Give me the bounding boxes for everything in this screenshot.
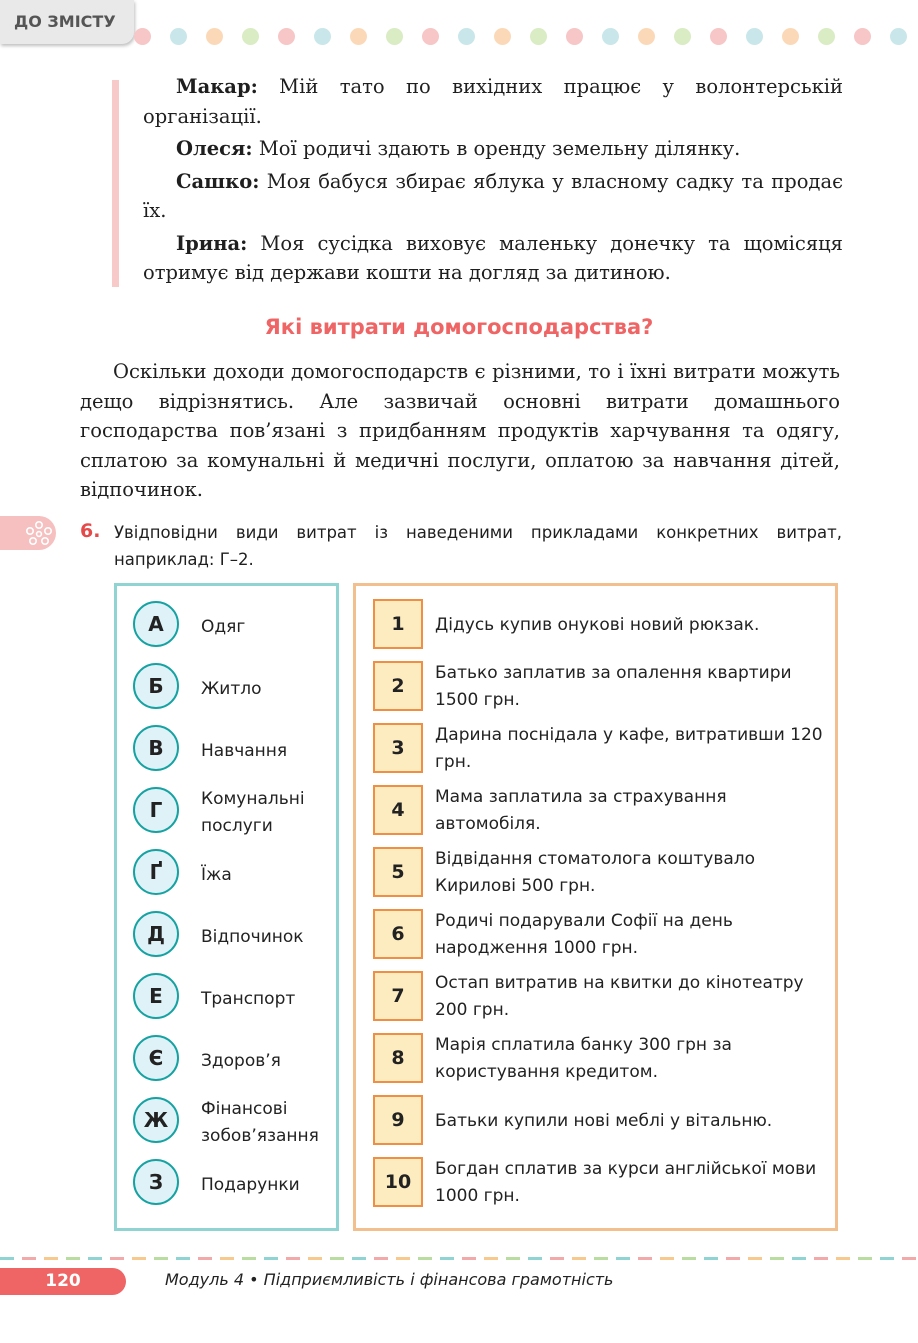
section-title: Які витрати домогосподарства?: [264, 315, 654, 339]
example-text: Мама заплатила за страхування автомобіля.: [435, 787, 727, 834]
example-item: [373, 1157, 833, 1209]
divider-dash: [176, 1257, 190, 1260]
dialogue-text: Мій тато по вихідних працює у волонтерській організації.: [143, 75, 843, 128]
footer-divider: [0, 1257, 918, 1260]
divider-dash: [814, 1257, 828, 1260]
category-letter: Ґ: [133, 849, 179, 895]
toc-button[interactable]: ДО ЗМІСТУ: [0, 0, 134, 44]
dialogue-line: [143, 134, 843, 164]
example-text: Богдан сплатив за курси англійської мови 1000 грн.: [435, 1159, 817, 1206]
category-item: [133, 725, 333, 777]
divider-dash: [616, 1257, 630, 1260]
group-work-icon: [23, 517, 55, 549]
dialogue-text: Моя сусідка виховує маленьку донечку та щомісяця отримує від держави кошти на догляд за дитиною.: [143, 231, 843, 284]
decorative-dot: [422, 28, 439, 45]
dialogue-block: [143, 72, 843, 291]
decorative-dot: [458, 28, 475, 45]
example-number: 5: [373, 847, 423, 897]
example-item: [373, 723, 833, 775]
category-item: [133, 973, 333, 1025]
divider-dash: [462, 1257, 476, 1260]
speaker-name: Ірина:: [176, 231, 248, 255]
page-number: 120: [0, 1268, 126, 1295]
divider-dash: [484, 1257, 498, 1260]
example-number: 8: [373, 1033, 423, 1083]
divider-dash: [198, 1257, 212, 1260]
decorative-dot: [638, 28, 655, 45]
example-number: 2: [373, 661, 423, 711]
divider-dash: [726, 1257, 740, 1260]
category-label: Одяг: [201, 616, 246, 637]
divider-dash: [550, 1257, 564, 1260]
example-item: [373, 909, 833, 961]
category-label: Фінансові зобов’язання: [201, 1099, 319, 1146]
example-text: Дідусь купив онукові новий рюкзак.: [435, 614, 760, 635]
example-text: Родичі подарували Софії на день народження 1000 грн.: [435, 911, 733, 958]
decorative-dot: [566, 28, 583, 45]
decorative-dots: [134, 28, 918, 48]
speaker-name: Сашко:: [176, 169, 260, 193]
category-letter: Г: [133, 787, 179, 833]
dialogue-text: Мої родичі здають в оренду земельну ділянку.: [252, 137, 741, 160]
divider-dash: [528, 1257, 542, 1260]
decorative-dot: [386, 28, 403, 45]
category-item: [133, 1035, 333, 1087]
category-item: [133, 1159, 333, 1211]
decorative-dot: [134, 28, 151, 45]
divider-dash: [440, 1257, 454, 1260]
group-task-badge: [0, 516, 56, 550]
divider-dash: [374, 1257, 388, 1260]
example-text: Остап витратив на квитки до кінотеатру 200 грн.: [435, 973, 804, 1020]
decorative-dot: [314, 28, 331, 45]
divider-dash: [638, 1257, 652, 1260]
divider-dash: [330, 1257, 344, 1260]
divider-dash: [682, 1257, 696, 1260]
example-number: 6: [373, 909, 423, 959]
decorative-dot: [206, 28, 223, 45]
divider-dash: [748, 1257, 762, 1260]
category-letter: З: [133, 1159, 179, 1205]
decorative-dot: [782, 28, 799, 45]
example-number: 1: [373, 599, 423, 649]
category-label: Подарунки: [201, 1174, 300, 1195]
divider-dash: [418, 1257, 432, 1260]
decorative-dot: [890, 28, 907, 45]
decorative-dot: [710, 28, 727, 45]
example-number: 10: [373, 1157, 423, 1207]
divider-dash: [594, 1257, 608, 1260]
task-number: 6.: [80, 520, 101, 542]
divider-dash: [264, 1257, 278, 1260]
example-item: [373, 847, 833, 899]
category-letter: Д: [133, 911, 179, 957]
speaker-name: Олеся:: [176, 137, 253, 160]
decorative-dot: [818, 28, 835, 45]
category-item: [133, 849, 333, 901]
example-item: [373, 971, 833, 1023]
category-label: Відпочинок: [201, 926, 304, 947]
divider-dash: [858, 1257, 872, 1260]
divider-dash: [66, 1257, 80, 1260]
divider-dash: [704, 1257, 718, 1260]
example-item: [373, 785, 833, 837]
category-letter: Б: [133, 663, 179, 709]
divider-dash: [110, 1257, 124, 1260]
decorative-dot: [530, 28, 547, 45]
section-paragraph: Оскільки доходи домогосподарств є різними, то і їхні витрати можуть дещо відрізнятись. Але зазвичай основні витрати домашнього господарства пов’язані з придбанням продуктів харчування та одягу, сплатою за комунальні й медичні послуги, оплатою за навчання дітей, відпочинок.: [80, 360, 840, 501]
category-label: Їжа: [201, 864, 232, 885]
example-number: 3: [373, 723, 423, 773]
category-item: [133, 1097, 333, 1149]
decorative-dot: [350, 28, 367, 45]
divider-dash: [880, 1257, 894, 1260]
category-letter: Є: [133, 1035, 179, 1081]
divider-dash: [792, 1257, 806, 1260]
divider-dash: [132, 1257, 146, 1260]
category-label: Здоров’я: [201, 1050, 281, 1071]
divider-dash: [220, 1257, 234, 1260]
example-text: Відвідання стоматолога коштувало Кирилові 500 грн.: [435, 849, 756, 896]
decorative-dot: [242, 28, 259, 45]
category-label: Транспорт: [201, 988, 296, 1009]
divider-dash: [0, 1257, 14, 1260]
category-item: [133, 663, 333, 715]
divider-dash: [88, 1257, 102, 1260]
category-item: [133, 601, 333, 653]
speaker-name: Макар:: [176, 75, 258, 98]
decorative-dot: [170, 28, 187, 45]
task-instruction: Увідповідни види витрат із наведеними прикладами конкретних витрат, наприклад: Г–2.: [114, 523, 842, 569]
category-item: [133, 911, 333, 963]
dialogue-text: Моя бабуся збирає яблука у власному садку та продає їх.: [143, 169, 843, 222]
decorative-dot: [494, 28, 511, 45]
divider-dash: [396, 1257, 410, 1260]
category-label: Комунальні послуги: [201, 789, 305, 836]
divider-dash: [572, 1257, 586, 1260]
dialogue-line: [143, 167, 843, 226]
categories-box: [114, 583, 339, 1231]
category-letter: Ж: [133, 1097, 179, 1143]
example-number: 9: [373, 1095, 423, 1145]
divider-dash: [154, 1257, 168, 1260]
divider-dash: [22, 1257, 36, 1260]
decorative-dot: [854, 28, 871, 45]
category-letter: А: [133, 601, 179, 647]
decorative-dot: [602, 28, 619, 45]
divider-dash: [660, 1257, 674, 1260]
divider-dash: [352, 1257, 366, 1260]
divider-dash: [286, 1257, 300, 1260]
example-number: 4: [373, 785, 423, 835]
category-label: Навчання: [201, 740, 288, 761]
divider-dash: [506, 1257, 520, 1260]
decorative-dot: [278, 28, 295, 45]
example-text: Батьки купили нові меблі у вітальню.: [435, 1110, 773, 1131]
divider-dash: [44, 1257, 58, 1260]
example-number: 7: [373, 971, 423, 1021]
example-item: [373, 661, 833, 713]
decorative-dot: [674, 28, 691, 45]
example-text: Батько заплатив за опалення квартири 1500 грн.: [435, 663, 792, 710]
category-item: [133, 787, 333, 839]
divider-dash: [836, 1257, 850, 1260]
divider-dash: [308, 1257, 322, 1260]
divider-dash: [902, 1257, 916, 1260]
divider-dash: [242, 1257, 256, 1260]
example-item: [373, 599, 833, 651]
category-letter: В: [133, 725, 179, 771]
decorative-dot: [746, 28, 763, 45]
examples-box: [353, 583, 838, 1231]
example-text: Марія сплатила банку 300 грн за користування кредитом.: [435, 1035, 732, 1082]
example-text: Дарина поснідала у кафе, витративши 120 грн.: [435, 725, 823, 772]
category-label: Житло: [201, 678, 262, 699]
dialogue-line: [143, 229, 843, 288]
quote-bar: [112, 80, 119, 287]
category-letter: Е: [133, 973, 179, 1019]
example-item: [373, 1033, 833, 1085]
module-title: Модуль 4 • Підприємливість і фінансова грамотність: [165, 1270, 614, 1289]
dialogue-line: [143, 72, 843, 131]
divider-dash: [770, 1257, 784, 1260]
example-item: [373, 1095, 833, 1147]
